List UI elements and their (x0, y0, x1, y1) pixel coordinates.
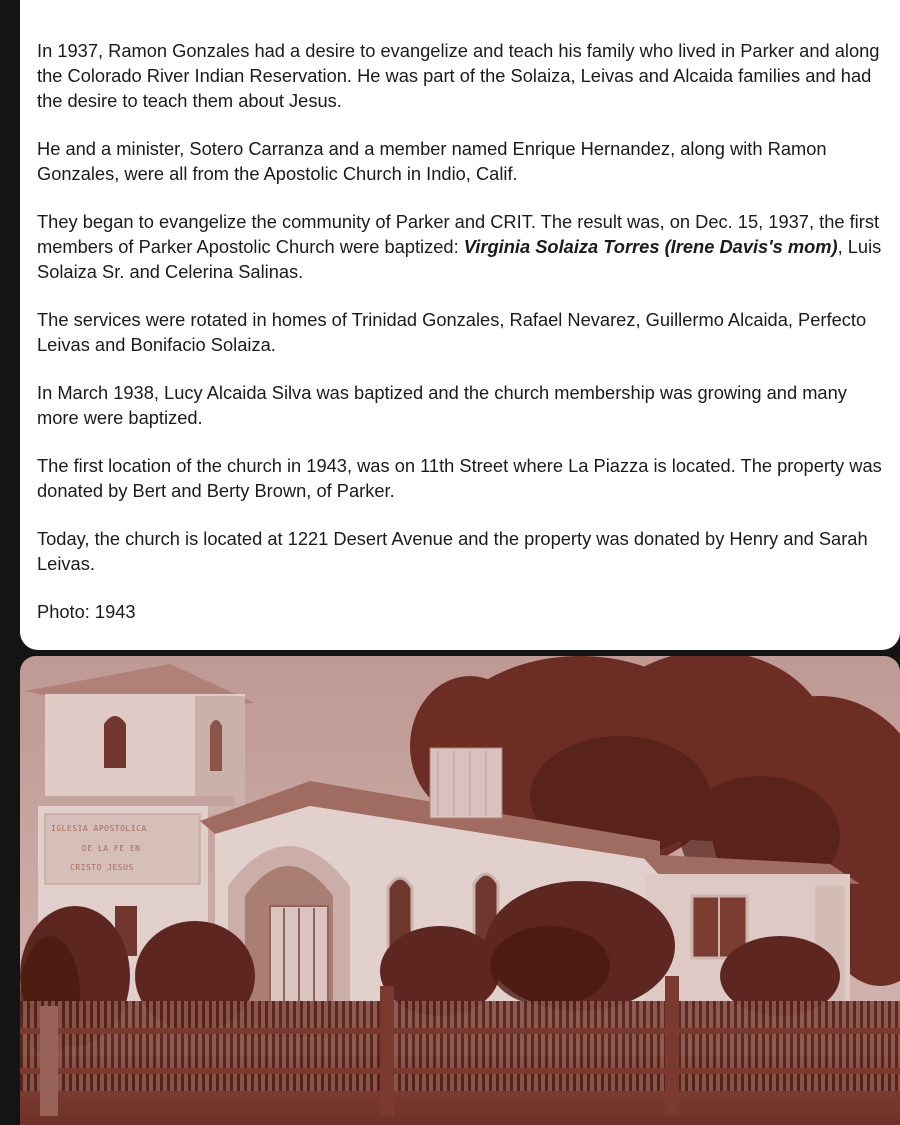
post-card (20, 0, 900, 650)
church-photo-1943[interactable] (20, 656, 900, 1125)
church-photo-illustration (20, 656, 900, 1125)
sign-line-2: DE LA FE EN (82, 844, 141, 853)
paragraph-3-emphasis: Virginia Solaiza Torres (Irene Davis's mom) (463, 236, 838, 257)
post-paragraph-1: In 1937, Ramon Gonzales had a desire to evangelize and teach his family who lived in Parker and along the Colorado River Indian Reservation. He was part of the Solaiza, Leivas and Alcaida families and had the desire to teach them about Jesus. (37, 40, 880, 111)
post-paragraph-7: Today, the church is located at 1221 Desert Avenue and the property was donated by Henry and Sarah Leivas. (37, 528, 868, 574)
photo-caption: Photo: 1943 (37, 601, 136, 622)
post-paragraph-2: He and a minister, Sotero Carranza and a member named Enrique Hernandez, along with Ramon Gonzales, were all from the Apostolic Church in Indio, Calif. (37, 138, 827, 184)
sign-line-1: IGLESIA APOSTOLICA (51, 824, 147, 833)
paragraph-3-text-end: , Luis Solaiza Sr. and Celerina Salinas. (37, 236, 882, 282)
post-paragraph-5: In March 1938, Lucy Alcaida Silva was baptized and the church membership was growing and many more were baptized. (37, 382, 847, 428)
paragraph-3-text-start: They began to evangelize the community of Parker and CRIT. The result was, on Dec. 15, 1937, the first members of Parker Apostolic Church were baptized: (37, 211, 880, 257)
post-paragraph-3 (37, 209, 882, 284)
post-paragraph-6: The first location of the church in 1943, was on 11th Street where La Piazza is located. The property was donated by Bert and Berty Brown, of Parker. (37, 455, 882, 501)
sign-line-3: CRISTO JESUS (70, 863, 134, 872)
post-paragraph-4: The services were rotated in homes of Trinidad Gonzales, Rafael Nevarez, Guillermo Alcaida, Perfecto Leivas and Bonifacio Solaiza. (37, 309, 867, 355)
